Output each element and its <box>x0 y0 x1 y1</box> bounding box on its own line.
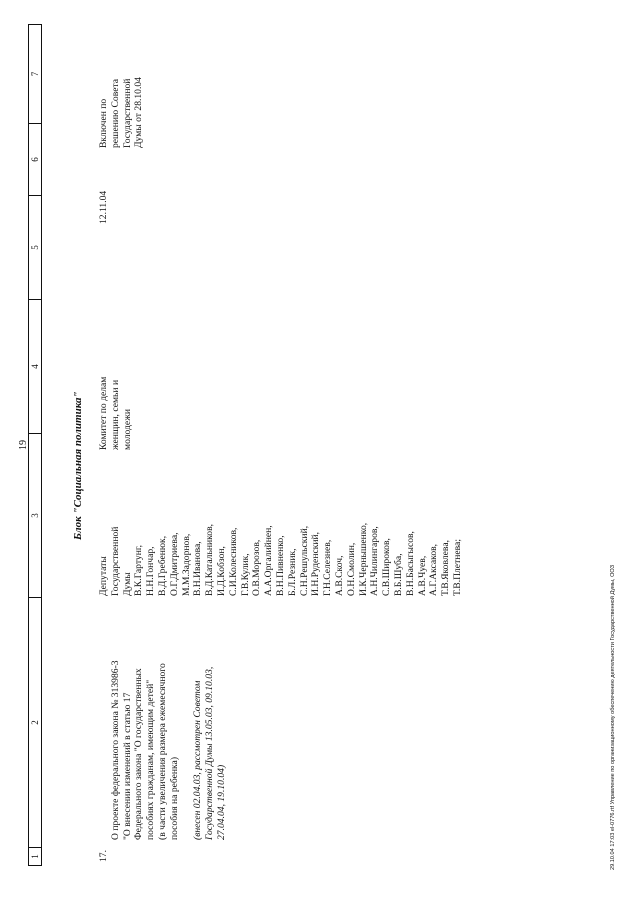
bill-initiators: Депутаты Государственной Думы В.К.Гартунг, Н.Н.Гончар, В.Д.Гребенюк, О.Г.Дмитриева, М.М.Задорнов, В.Н.Иванова, В.Д.Катальников, И.Д.Кобзон, С.И.Колесников, Г.В.Кулик, О.В.Морозов, А.А.Оргалийнен, В.Н.Пивненко, Б.Л.Резник, С.Н.Решульский, И.Н.Руденский, Г.Н.Селезнев, А.В.Скоч, О.Н.Смолин, И.К.Чернышенко, А.Н.Чилингаров, С.В.Широков, В.Б.Шуба, В.Н.Басыгысов, А.В.Чуев, А.Г.Аксаков, Т.В.Яковлева, Т.В.Плетнева; <box>98 522 463 596</box>
responsible-committee: Комитет по делам женщин, семьи и молодежи <box>98 376 133 450</box>
header-col-1: 1 <box>29 847 41 865</box>
page-number: 19 <box>18 440 29 450</box>
header-col-3: 3 <box>29 433 41 597</box>
consideration-date: 12.11.04 <box>98 190 109 224</box>
header-col-7: 7 <box>30 71 40 77</box>
block-title: Блок "Социальная политика" <box>72 391 84 540</box>
column-number-header <box>28 24 42 866</box>
header-col-4: 4 <box>29 299 41 433</box>
bill-history-note: (внесен 02.04.03, рассмотрен Советом Государственной Думы 13.05.03, 09.10.03, 27.04.04, 19.10.04) <box>192 666 227 840</box>
header-col-2: 2 <box>29 597 41 847</box>
bill-description <box>98 640 240 840</box>
footer-file-info: 29.10.04 17:03 el-0776.rtf Управление по организационному обеспечению деятельности Государственной Думы, ООЗ <box>610 564 616 870</box>
bill-title: О проекте федерального закона № 313986-3 "О внесении изменений в статью 17 Федерального закона "О государственных пособиях гражданам, имеющим детей" (в части увеличения размера ежемесячного пособия на ребенка) <box>109 660 180 840</box>
header-col-5: 5 <box>29 195 41 299</box>
row-number: 17. <box>98 850 109 862</box>
inclusion-status: Включен по решению Совета Государственной Думы от 28.10.04 <box>98 77 145 148</box>
header-col-6: 6 <box>29 123 41 195</box>
